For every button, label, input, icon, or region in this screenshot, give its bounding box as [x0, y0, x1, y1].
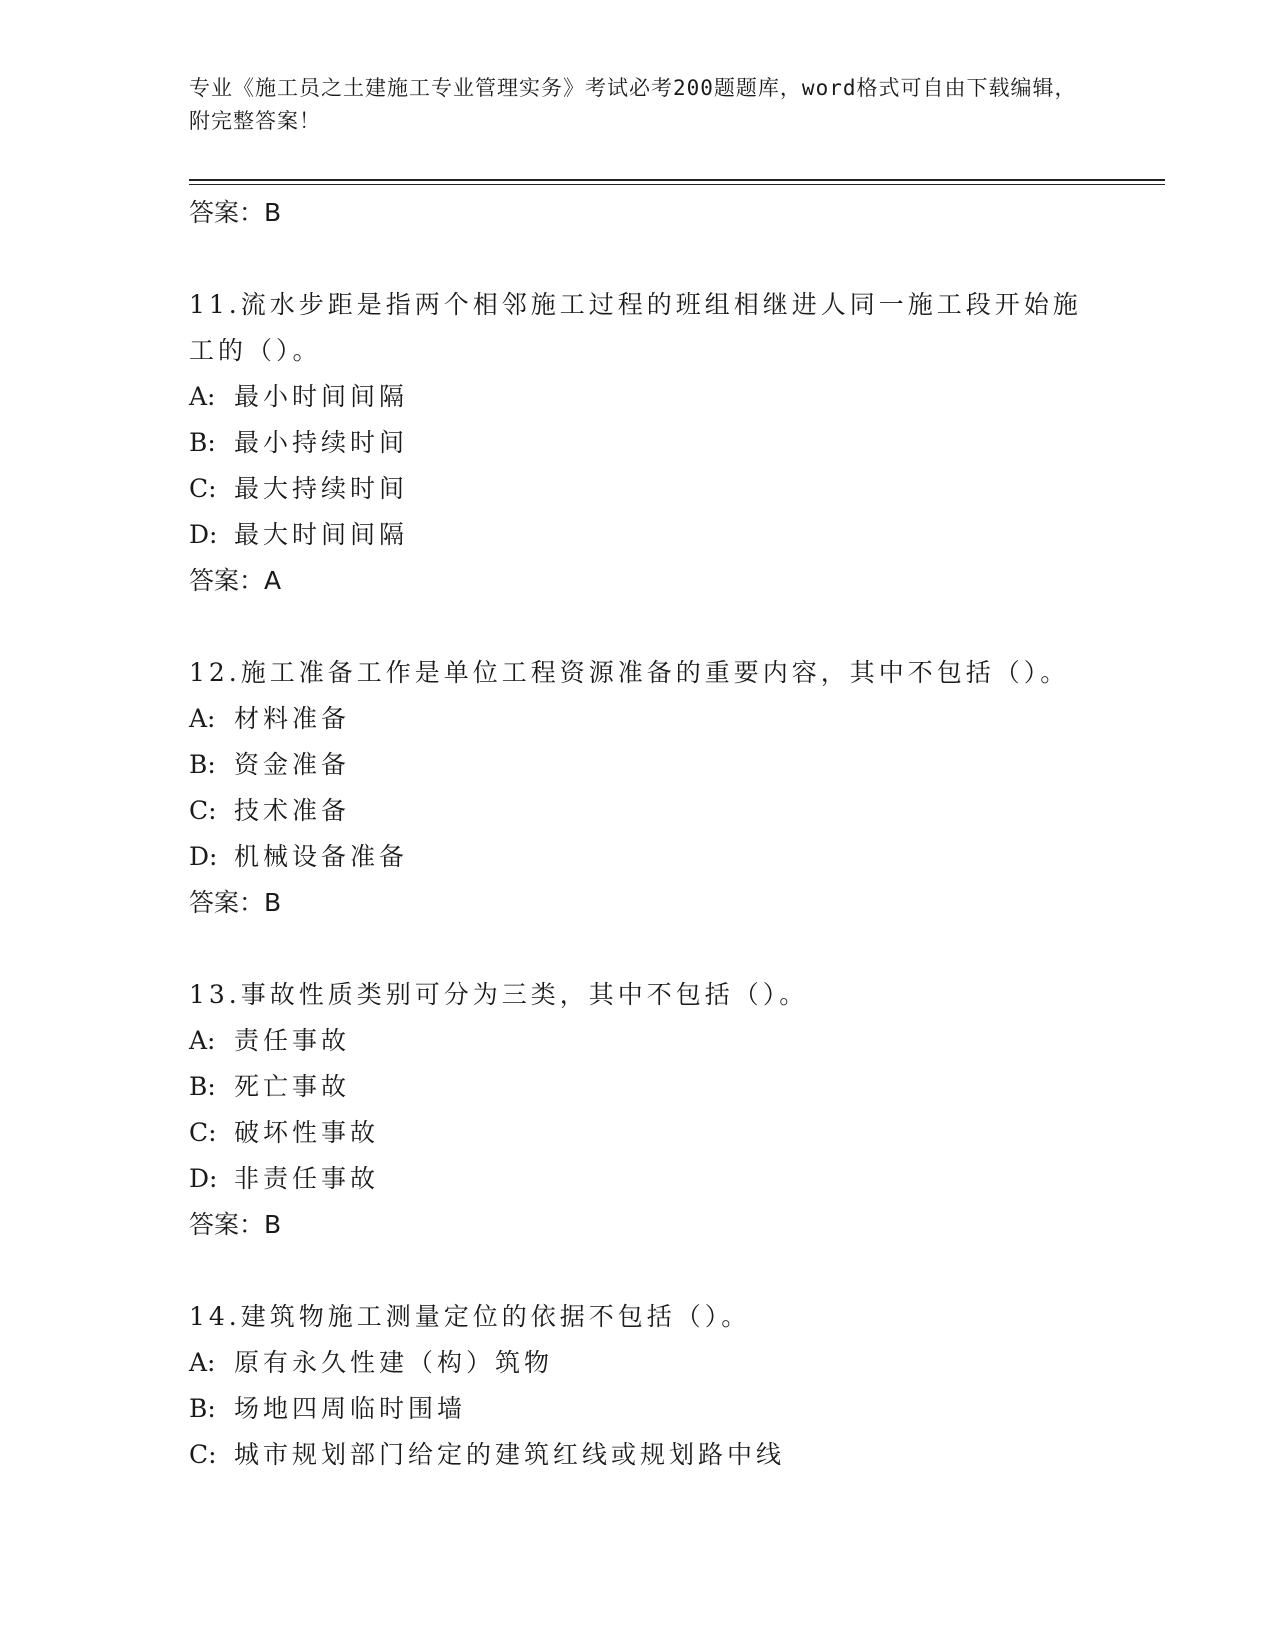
option-key: D:	[189, 842, 218, 871]
option-key: B:	[189, 750, 216, 779]
option-key: D:	[189, 520, 218, 549]
option-key: A:	[189, 1348, 216, 1377]
option-key: B:	[189, 1072, 216, 1101]
option-key: A:	[189, 382, 216, 411]
option-item	[189, 1110, 1089, 1156]
option-key: C:	[189, 1118, 217, 1147]
option-text: 资金准备	[234, 750, 351, 779]
option-key: A:	[189, 1026, 216, 1055]
option-item	[189, 374, 1089, 420]
option-item	[189, 1018, 1089, 1064]
option-text: 非责任事故	[234, 1164, 380, 1193]
option-text: 原有永久性建（构）筑物	[234, 1348, 554, 1377]
option-key: C:	[189, 796, 217, 825]
option-item	[189, 512, 1089, 558]
option-text: 城市规划部门给定的建筑红线或规划路中线	[234, 1440, 786, 1469]
header-divider-thick	[189, 179, 1165, 181]
answer-line: 答案：A	[189, 566, 282, 595]
option-item	[189, 1432, 1089, 1478]
option-text: 材料准备	[234, 704, 351, 733]
option-text: 最小时间间隔	[234, 382, 409, 411]
option-item	[189, 1340, 1089, 1386]
question-item	[189, 282, 1089, 604]
option-key: C:	[189, 1440, 217, 1469]
option-item	[189, 834, 1089, 880]
option-key: D:	[189, 1164, 218, 1193]
option-text: 场地四周临时围墙	[234, 1394, 467, 1423]
option-item	[189, 466, 1089, 512]
option-item	[189, 1386, 1089, 1432]
option-text: 技术准备	[234, 796, 351, 825]
option-key: B:	[189, 1394, 216, 1423]
header-text: 专业《施工员之土建施工专业管理实务》考试必考200题题库，word格式可自由下载编辑，附完整答案！	[189, 76, 1077, 133]
question-item	[189, 650, 1089, 926]
option-key: A:	[189, 704, 216, 733]
option-item	[189, 696, 1089, 742]
question-list	[189, 190, 1089, 1478]
question-item	[189, 1294, 1089, 1478]
answer-line: 答案：B	[189, 198, 282, 227]
document-header	[189, 72, 1089, 138]
question-stem: 13.事故性质类别可分为三类，其中不包括（）。	[189, 980, 809, 1009]
question-stem: 12.施工准备工作是单位工程资源准备的重要内容，其中不包括（）。	[189, 658, 1070, 687]
answer-line: 答案：B	[189, 1210, 282, 1239]
answer-line: 答案：B	[189, 888, 282, 917]
option-text: 最大时间间隔	[234, 520, 409, 549]
question-stem: 11.流水步距是指两个相邻施工过程的班组相继进人同一施工段开始施工的（）。	[189, 290, 1082, 365]
question-item	[189, 972, 1089, 1248]
question-stem: 14.建筑物施工测量定位的依据不包括（）。	[189, 1302, 751, 1331]
option-item	[189, 1156, 1089, 1202]
option-item	[189, 788, 1089, 834]
option-item	[189, 420, 1089, 466]
option-text: 破坏性事故	[234, 1118, 380, 1147]
option-text: 死亡事故	[234, 1072, 351, 1101]
option-item	[189, 742, 1089, 788]
option-text: 最小持续时间	[234, 428, 409, 457]
option-text: 最大持续时间	[234, 474, 409, 503]
option-key: B:	[189, 428, 216, 457]
option-item	[189, 1064, 1089, 1110]
header-divider-thin	[189, 184, 1165, 185]
option-text: 责任事故	[234, 1026, 351, 1055]
option-key: C:	[189, 474, 217, 503]
option-text: 机械设备准备	[234, 842, 409, 871]
